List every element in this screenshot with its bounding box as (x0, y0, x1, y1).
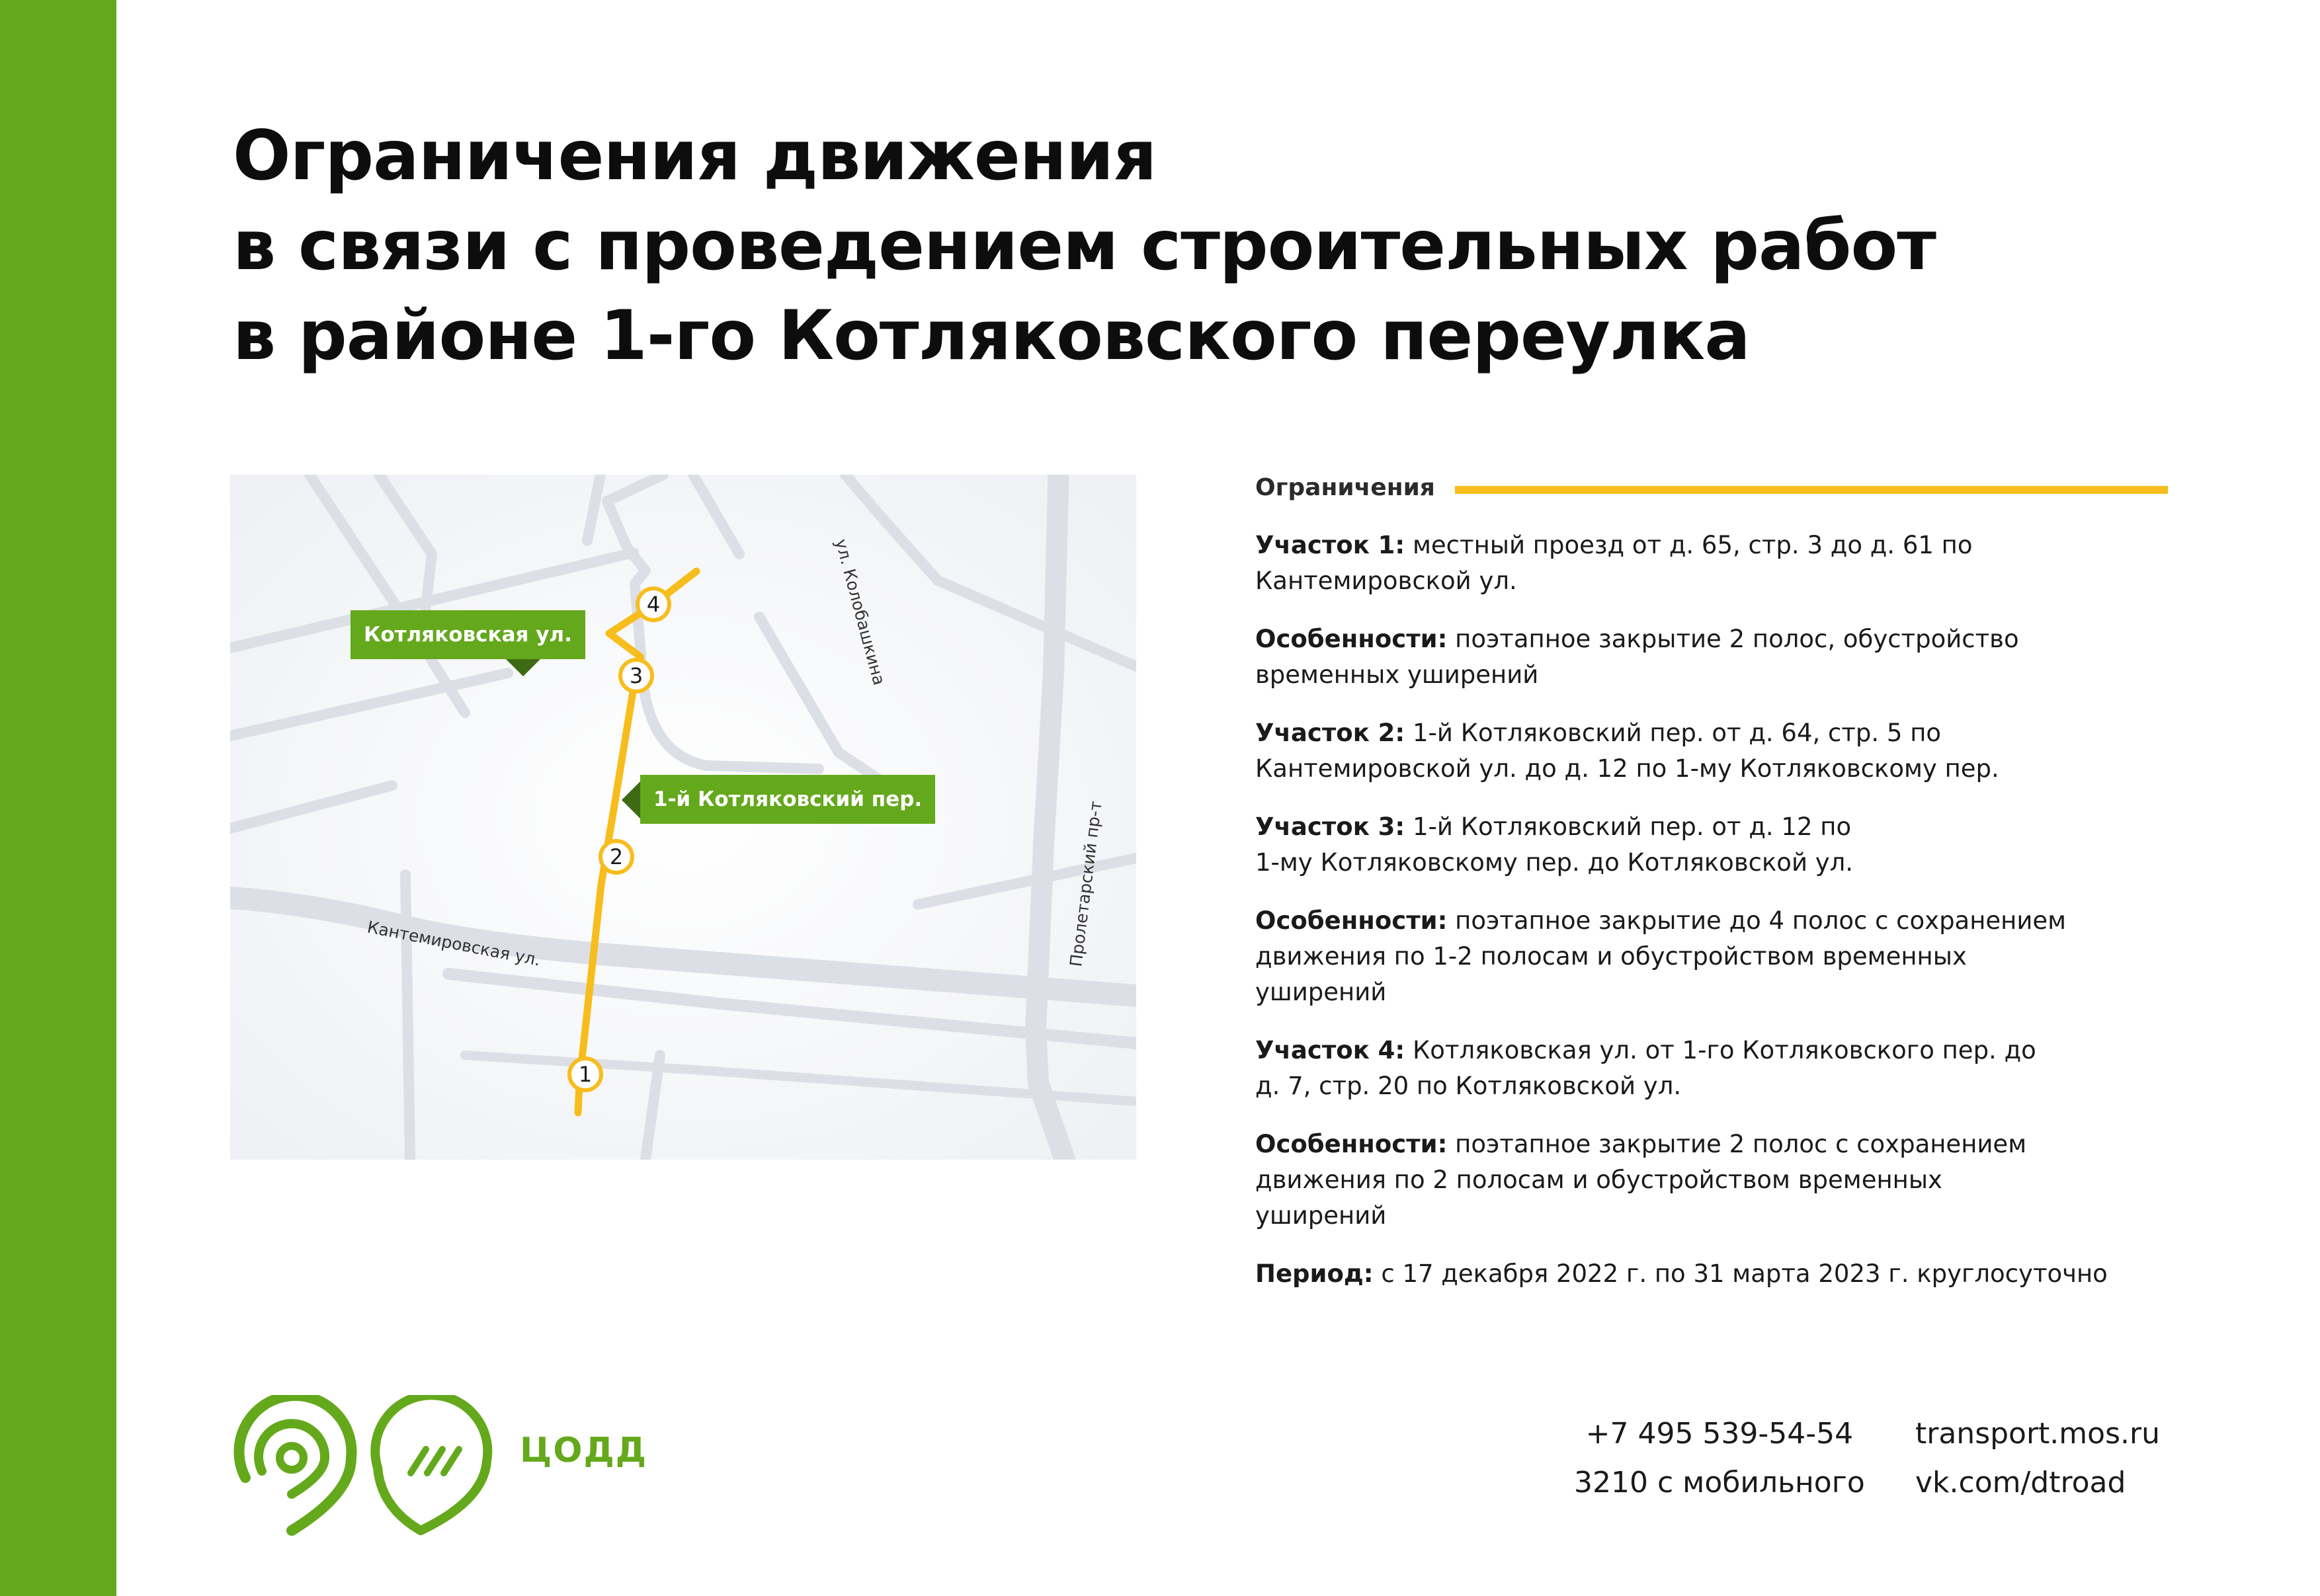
features-3: Особенности: поэтапное закрытие до 4 полос с сохранением движения по 1-2 полосам и обустройством временных уширений (1255, 906, 2067, 1006)
marker-3[interactable] (620, 660, 652, 692)
svg-text:2: 2 (609, 844, 624, 869)
svg-text:3: 3 (629, 663, 643, 688)
route-map[interactable] (230, 475, 1136, 1160)
label-kantemirovskaya: Кантемировская ул. (365, 917, 542, 970)
restrictions-panel (1255, 463, 2168, 1292)
label-kolobashkina: ул. Колобашкина (831, 537, 890, 688)
tsodd-brand: ЦОДД (520, 1431, 648, 1470)
vk-link[interactable]: vk.com/dtroad (1915, 1466, 2126, 1499)
features-4: Особенности: поэтапное закрытие 2 полос с сохранением движения по 2 полосам и обустройством временных уширений (1255, 1130, 2027, 1230)
tag-kotlyakovskaya: Котляковская ул. (351, 610, 585, 659)
tag-1-kotlyakovsky-per: 1-й Котляковский пер. (640, 775, 935, 824)
section-2: Участок 2: 1-й Котляковский пер. от д. 64, стр. 5 по Кантемировской ул. до д. 12 по 1-му Котляковскому пер. (1255, 719, 1999, 783)
tag-pointer-per1 (622, 781, 640, 818)
tsodd-logo-icon (375, 1395, 487, 1531)
contact-phones (1574, 1410, 1865, 1507)
restrictions-heading: Ограничения (1255, 463, 2168, 513)
section-1: Участок 1: местный проезд от д. 65, стр. 3 до д. 61 по Кантемировской ул. (1255, 531, 1973, 595)
label-proletarsky: Пролетарский пр-т (1066, 799, 1106, 968)
contact-links (1915, 1410, 2160, 1507)
title-line-1: Ограничения движения (233, 116, 1157, 196)
title-line-3: в районе 1-го Котляковского переулка (233, 296, 1750, 376)
site-link[interactable]: transport.mos.ru (1915, 1417, 2160, 1451)
section-3: Участок 3: 1-й Котляковский пер. от д. 12 по 1-му Котляковскому пер. до Котляковской ул. (1255, 813, 1854, 877)
title-line-2: в связи с проведением строительных работ (233, 206, 1936, 286)
phone-number[interactable]: +7 495 539-54-54 (1585, 1417, 1854, 1451)
section-4: Участок 4: Котляковская ул. от 1-го Котляковского пер. до д. 7, стр. 20 по Котляковской ул. (1255, 1036, 2036, 1100)
marker-4[interactable] (638, 588, 669, 620)
period: Период: с 17 декабря 2022 г. по 31 марта 2023 г. круглосуточно (1255, 1259, 2108, 1288)
marker-2[interactable] (601, 841, 632, 873)
left-green-bar (0, 0, 116, 1596)
marker-1[interactable] (569, 1058, 601, 1090)
mobile-number[interactable]: 3210 с мобильного (1574, 1466, 1865, 1499)
page-title (233, 111, 1936, 381)
heading-rule (1455, 486, 2168, 494)
moscow-transport-logo-icon (239, 1396, 351, 1531)
tag-pointer-kotlyakovskaya (506, 659, 540, 676)
features-1: Особенности: поэтапное закрытие 2 полос, обустройство временных уширений (1255, 625, 2019, 689)
svg-text:1: 1 (578, 1062, 593, 1087)
svg-text:4: 4 (646, 592, 661, 617)
